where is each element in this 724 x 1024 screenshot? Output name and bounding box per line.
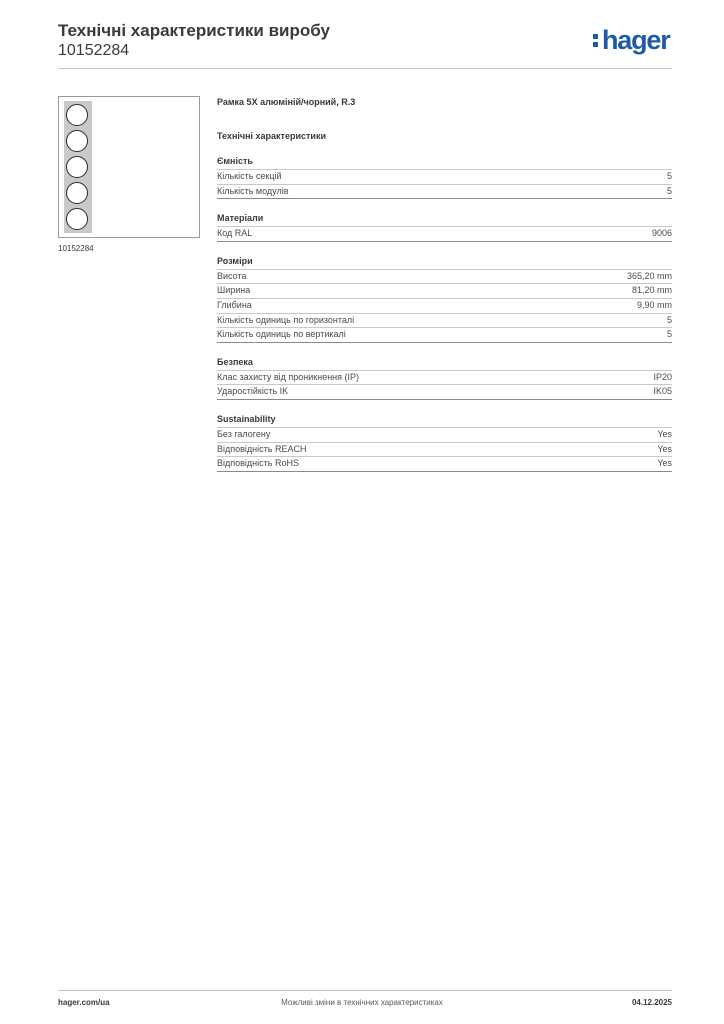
spec-label: Кількість одиниць по вертикалі [217,329,346,340]
spec-row [217,443,672,458]
spec-label: Кількість модулів [217,185,289,196]
product-name: Рамка 5Х алюміній/чорний, R.3 [217,97,356,107]
spec-row [217,284,672,299]
image-caption: 10152284 [58,244,94,253]
spec-row [217,270,672,285]
product-code: 10152284 [58,42,130,59]
footer-note: Можливі зміни в технічних характеристиках [281,998,443,1007]
spec-label: Без галогену [217,428,271,439]
spec-value: Yes [657,443,672,454]
spec-section-capacity [217,156,672,199]
spec-row [217,385,672,400]
footer-date: 04.12.2025 [631,998,672,1007]
spec-label: Клас захисту від проникнення (IP) [217,371,360,382]
frame-illustration-icon [64,101,92,233]
spec-value: Yes [657,458,672,469]
spec-content [217,96,672,472]
spec-row [217,314,672,329]
spec-section-materials [217,213,672,242]
spec-label: Висота [217,270,247,281]
spec-row [217,185,672,200]
spec-row [217,328,672,343]
spec-row [217,457,672,472]
spec-row [217,371,672,386]
ring-icon [66,130,88,152]
ring-icon [66,182,88,204]
spec-label: Глибина [217,299,252,310]
spec-value: 9,90 mm [636,299,672,310]
section-title: Sustainability [217,414,672,428]
spec-row [217,428,672,443]
spec-value: Yes [657,428,672,439]
section-title: Ємність [217,156,672,170]
spec-row [217,227,672,242]
page-title: Технічні характеристики виробу [58,21,330,40]
section-title: Розміри [217,256,672,270]
logo-text: hager [602,25,670,55]
header-divider [58,68,672,69]
spec-label: Кількість секцій [217,171,282,181]
spec-label: Кількість одиниць по горизонталі [217,314,355,325]
tech-heading: Технічні характеристики [217,131,326,141]
spec-value: 5 [666,185,672,196]
spec-value: 5 [666,329,672,340]
hager-logo [593,24,670,56]
spec-section-dimensions [217,256,672,343]
spec-value: 365,20 mm [626,270,672,281]
spec-label: Ширина [217,285,251,296]
spec-row [217,170,672,185]
footer-divider [58,990,672,991]
spec-label: Код RAL [217,228,253,239]
spec-section-sustainability [217,414,672,472]
spec-section-safety [217,357,672,400]
spec-label: Відповідність RoHS [217,458,299,469]
ring-icon [66,156,88,178]
spec-value: IP20 [653,371,672,382]
section-title: Безпека [217,357,672,371]
spec-value: 81,20 mm [631,285,672,296]
footer-website-link[interactable]: hager.com/ua [58,998,110,1007]
spec-value: 9006 [651,228,672,239]
spec-row [217,299,672,314]
spec-value: 5 [666,314,672,325]
logo-dots-icon [593,34,599,50]
spec-label: Відповідність REACH [217,443,307,454]
spec-value: IK05 [653,386,672,397]
product-image [58,96,200,238]
spec-value: 5 [666,171,672,181]
ring-icon [66,208,88,230]
page-header [58,20,330,60]
ring-icon [66,104,88,126]
section-title: Матеріали [217,213,672,227]
spec-label: Ударостійкість IK [217,386,289,397]
